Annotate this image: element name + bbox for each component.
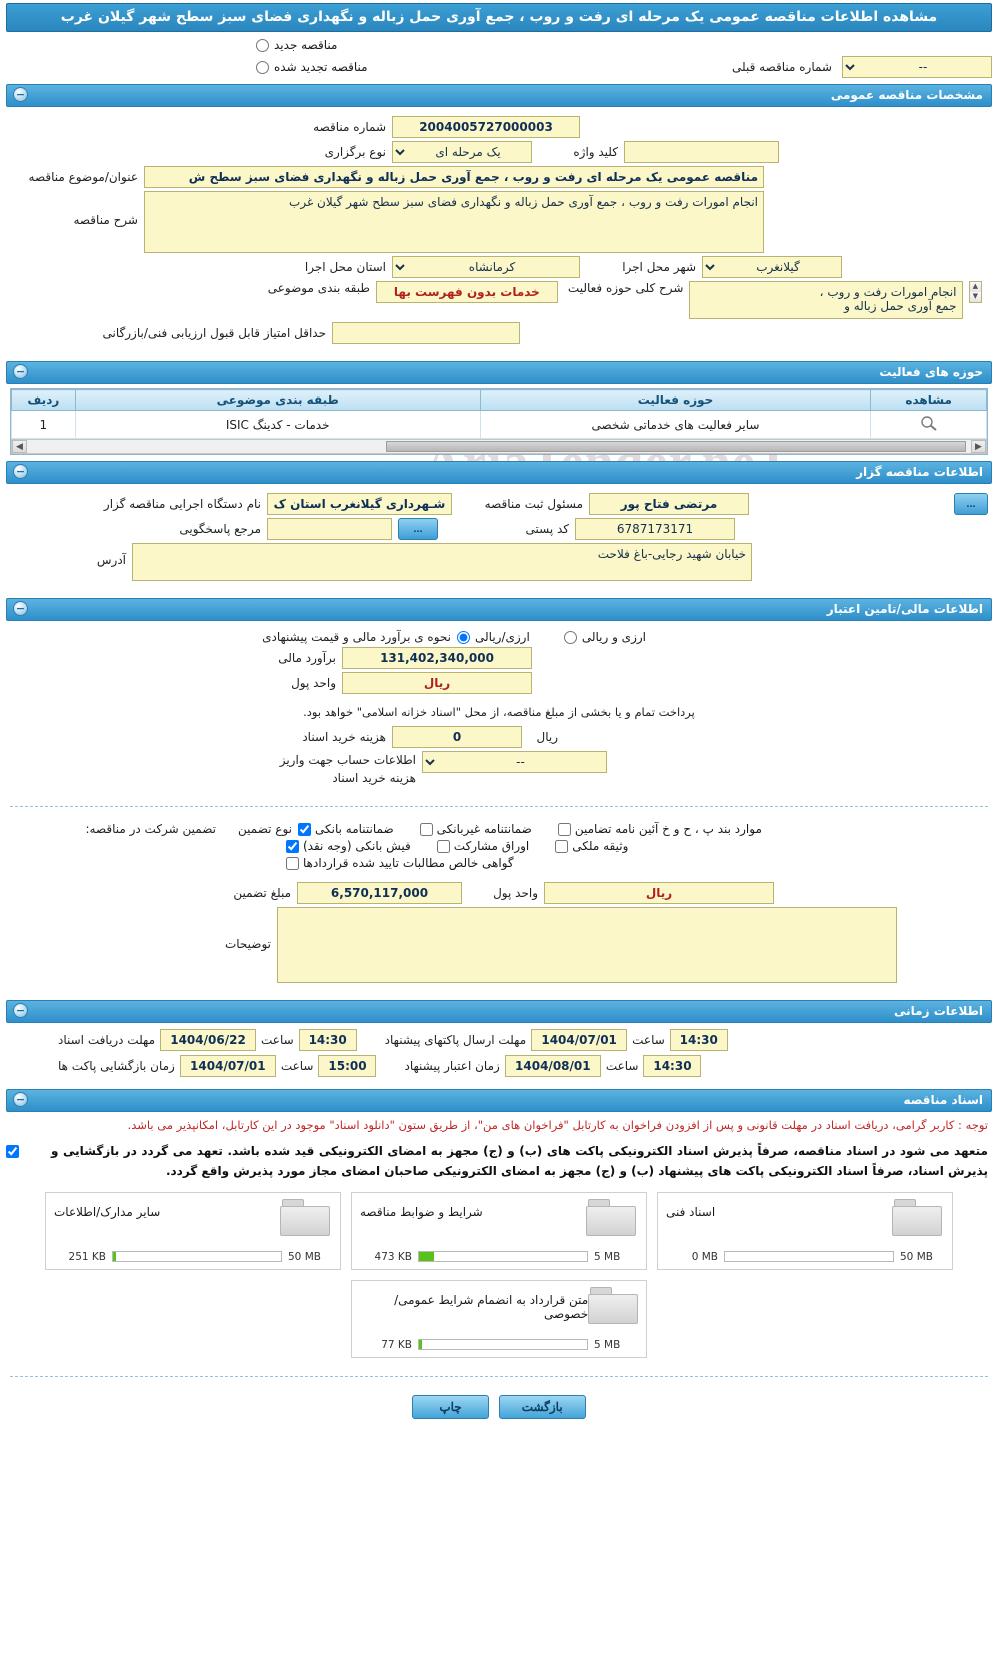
tender-number-label: شماره مناقصه: [313, 120, 386, 134]
bid-validity-time[interactable]: [643, 1055, 701, 1077]
col-index: ردیف: [12, 390, 76, 411]
tender-number-input[interactable]: [392, 116, 580, 138]
file-title: شرایط و ضوابط مناقصه: [360, 1204, 483, 1219]
doc-cost-input[interactable]: [392, 726, 522, 748]
radio-rial[interactable]: [457, 630, 530, 644]
min-score-row: [10, 322, 988, 344]
submission-deadline-time-label: ساعت: [632, 1033, 665, 1048]
account-label: اطلاعات حساب جهت واریز هزینه خرید اسناد: [279, 753, 416, 786]
doc-receive-date[interactable]: [160, 1029, 256, 1051]
activity-table: [11, 389, 987, 439]
spin-up-icon[interactable]: ▲: [970, 282, 981, 292]
file-title: سایر مدارک/اطلاعات: [54, 1204, 161, 1219]
section-general-header[interactable]: [6, 84, 992, 107]
keyword-input[interactable]: [624, 141, 779, 163]
currency-input[interactable]: [342, 672, 532, 694]
guarantee-type-label: نوع تضمین: [238, 822, 292, 837]
collapse-icon-bidder[interactable]: −: [13, 464, 28, 479]
footer-buttons: [0, 1385, 998, 1433]
description-textarea[interactable]: [144, 191, 764, 253]
radio-rial-input[interactable]: [457, 631, 470, 644]
print-button[interactable]: چاپ: [412, 1395, 488, 1419]
chk-net-claims-input[interactable]: [286, 857, 299, 870]
classification-row: [10, 281, 988, 319]
doc-receive-time-label: ساعت: [261, 1033, 294, 1048]
bid-validity-label: زمان اعتبار پیشنهاد: [404, 1059, 500, 1074]
section-timing-title: اطلاعات زمانی: [894, 1004, 983, 1019]
progress-bar: [418, 1251, 588, 1262]
chk-participation-bonds[interactable]: [437, 839, 529, 853]
guarantee-block: [0, 815, 998, 875]
table-header-row: [12, 390, 987, 411]
guarantee-amount-row: [10, 882, 988, 904]
section-bidder-title: اطلاعات مناقصه گزار: [856, 465, 983, 479]
payment-note: پرداخت تمام و یا بخشی از مبلغ مناقصه، از محل "اسناد خزانه اسلامی" خواهد بود.: [303, 705, 695, 719]
province-label: استان محل اجرا: [304, 260, 386, 274]
org-input[interactable]: [267, 493, 452, 515]
radio-rial-label: ارزی/ریالی: [475, 630, 530, 644]
submission-deadline-time[interactable]: [670, 1029, 728, 1051]
chk-participation-bonds-input[interactable]: [437, 840, 450, 853]
renewed-tender-row: [6, 56, 992, 78]
file-max-size: 50 MB: [288, 1250, 321, 1263]
chk-participation-bonds-label: اوراق مشارکت: [453, 839, 530, 854]
tender-number-row: [10, 116, 988, 138]
reference-input[interactable]: [267, 518, 392, 540]
address-row: [10, 543, 988, 581]
timing-body: [0, 1023, 998, 1083]
guarantee-amount-input[interactable]: [297, 882, 462, 904]
section-documents-title: اسناد مناقصه: [903, 1093, 983, 1108]
activity-table-wrap: [10, 388, 988, 455]
file-size-bar: [360, 1251, 638, 1263]
progress-bar: [112, 1251, 282, 1262]
estimate-input[interactable]: [342, 647, 532, 669]
estimate-row: [10, 647, 988, 669]
collapse-icon-activity[interactable]: −: [13, 364, 28, 379]
chk-non-bank-guarantee-input[interactable]: [420, 823, 433, 836]
file-max-size: 50 MB: [900, 1250, 933, 1263]
city-label: شهر محل اجرا: [622, 260, 696, 274]
postal-code-label: کد پستی: [525, 522, 569, 536]
chk-non-bank-guarantee[interactable]: [420, 822, 532, 836]
file-size: 251 KB: [68, 1250, 106, 1263]
documents-commitment-row: [0, 1139, 998, 1186]
cell-classification: خدمات - کدینگ ISIC: [75, 411, 480, 439]
radio-arzi-rial[interactable]: [564, 630, 646, 644]
guarantee-line-3: [10, 856, 988, 870]
reference-more-button[interactable]: ...: [398, 518, 438, 540]
col-scope: حوزه فعالیت: [480, 390, 871, 411]
doc-cost-currency: ریال: [536, 730, 558, 745]
province-select[interactable]: [392, 256, 580, 278]
file-size-bar: [54, 1251, 332, 1263]
progress-bar: [724, 1251, 894, 1262]
opening-label: زمان بازگشایی پاکت ها: [58, 1059, 175, 1074]
chk-bank-receipt-input[interactable]: [286, 840, 299, 853]
officer-label: مسئول ثبت مناقصه: [484, 497, 583, 511]
radio-new-tender-input[interactable]: [256, 39, 269, 52]
new-tender-row: [6, 38, 992, 52]
file-card-technical[interactable]: [657, 1192, 953, 1270]
guarantee-line-1: [10, 822, 988, 836]
min-score-label: حداقل امتیاز قابل قبول ارزیابی فنی/بازرگانی: [102, 326, 326, 340]
folder-icon: [588, 1287, 638, 1325]
submission-deadline-cell: [385, 1029, 728, 1051]
col-view: مشاهده: [871, 390, 987, 411]
reference-row: [10, 518, 988, 540]
radio-new-tender-label: مناقصه جدید: [274, 38, 338, 52]
spin-down-icon[interactable]: ▼: [970, 292, 981, 302]
doc-receive-time[interactable]: [299, 1029, 357, 1051]
documents-note-bold: متعهد می شود در اسناد مناقصه، صرفاً پذیرش اسناد الکترونیکی پاکت های (ب) و (ج) مجهز به امضای الکترونیکی قید شده باشد. تعهد می گردد در بازگشایی و پذیرش اسناد، صرفاً اسناد الکترونیکی پاکت های پیشنهاد (ب) و (ج) مجهز به امضای الکترونیکی صاحبان امضای مجاز مورد پذیرش واقع گردد.: [51, 1143, 988, 1179]
reference-label: مرجع پاسخگویی: [179, 522, 261, 536]
guarantee-notes-textarea[interactable]: [277, 907, 897, 983]
activity-table-hscrollbar[interactable]: [11, 439, 987, 454]
guarantee-notes-label: توضیحات: [224, 937, 271, 952]
radio-new-tender[interactable]: [256, 38, 337, 52]
file-card-other[interactable]: [45, 1192, 341, 1270]
estimate-type-row: [10, 630, 988, 644]
guarantee-currency-label: واحد پول: [493, 886, 538, 901]
submission-deadline-label: مهلت ارسال پاکتهای پیشنهاد: [384, 1033, 527, 1048]
description-row: [10, 191, 988, 253]
section-finance-header[interactable]: [6, 598, 992, 621]
file-title: متن قرارداد به انضمام شرایط عمومی/خصوصی: [394, 1292, 589, 1321]
activity-scope-textarea[interactable]: [689, 281, 962, 319]
guarantee-notes-row: [10, 907, 988, 983]
doc-receive-deadline-cell: [58, 1029, 357, 1051]
file-card-contract[interactable]: [351, 1280, 647, 1358]
doc-cost-label: هزینه خرید اسناد: [302, 730, 386, 745]
doc-cost-row: [10, 726, 988, 748]
section-bidder-body: [6, 484, 992, 592]
scroll-thumb[interactable]: [386, 441, 966, 452]
radio-renewed-tender[interactable]: [256, 60, 368, 74]
chk-moarede-band-label: موارد بند پ ، ح و خ آئین نامه تضامین: [574, 822, 762, 837]
account-select[interactable]: [422, 751, 607, 773]
bid-validity-time-label: ساعت: [605, 1059, 639, 1074]
chk-bank-receipt-label: فیش بانکی (وجه نقد): [303, 839, 411, 854]
guarantee-amount-block: [6, 875, 992, 994]
section-activity-title: حوزه های فعالیت: [879, 365, 983, 379]
col-classification: طبقه بندی موضوعی: [75, 390, 480, 411]
folder-icon: [892, 1199, 944, 1237]
scroll-right-icon[interactable]: ▶: [971, 440, 986, 453]
documents-body: [0, 1112, 998, 1367]
page-title: مشاهده اطلاعات مناقصه عمومی یک مرحله ای رفت و روب ، جمع آوری حمل زباله و نگهداری فضای سبز سطح شهر گیلان غرب: [6, 3, 992, 32]
radio-arzi-rial-input[interactable]: [564, 631, 577, 644]
back-button[interactable]: بازگشت: [499, 1395, 586, 1419]
folder-icon: [280, 1199, 332, 1237]
magnifier-icon[interactable]: [920, 415, 938, 431]
holding-type-select[interactable]: [392, 141, 532, 163]
radio-renewed-tender-input[interactable]: [256, 61, 269, 74]
min-score-input[interactable]: [332, 322, 520, 344]
chk-bank-guarantee[interactable]: [298, 822, 394, 836]
chk-bank-guarantee-input[interactable]: [298, 823, 311, 836]
section-bidder-header[interactable]: [6, 461, 992, 484]
file-size: 473 KB: [374, 1250, 412, 1263]
collapse-icon-timing[interactable]: −: [13, 1003, 28, 1018]
section-finance-body: [6, 621, 992, 798]
location-row: [10, 256, 988, 278]
chk-moarede-band-input[interactable]: [558, 823, 571, 836]
estimate-label: برآورد مالی: [278, 651, 336, 665]
documents-note-red: توجه : کاربر گرامی، دریافت اسناد در مهلت قانونی و پس از افزودن فراخوان به کارتابل "فراخوان های من"، از طریق ستون "دانلود اسناد" موجود در این کارتابل، امکانپذیر می باشد.: [127, 1118, 988, 1133]
collapse-icon-finance[interactable]: −: [13, 601, 28, 616]
file-size-bar: [360, 1339, 638, 1351]
section-activity-header[interactable]: [6, 361, 992, 384]
subject-row: [10, 166, 988, 188]
documents-commitment-checkbox[interactable]: [6, 1145, 19, 1158]
org-more-button[interactable]: ...: [954, 493, 988, 515]
address-textarea[interactable]: [132, 543, 752, 581]
opening-time-cell: [58, 1055, 376, 1077]
activity-scope-spinner[interactable]: [969, 281, 982, 303]
doc-receive-label: مهلت دریافت اسناد: [58, 1033, 156, 1048]
divider-2: [10, 1376, 988, 1377]
documents-file-grid: [0, 1186, 998, 1368]
prev-tender-number-label: شماره مناقصه قبلی: [732, 60, 832, 74]
section-timing-header[interactable]: [6, 1000, 992, 1023]
chk-non-bank-guarantee-label: ضمانتنامه غیربانکی: [436, 822, 532, 837]
cell-view[interactable]: [871, 411, 987, 439]
opening-time[interactable]: [318, 1055, 376, 1077]
activity-scope-label: شرح کلی حوزه فعالیت: [567, 281, 684, 295]
bid-validity-date[interactable]: [505, 1055, 601, 1077]
city-select[interactable]: [702, 256, 842, 278]
folder-icon: [586, 1199, 638, 1237]
section-general-body: [6, 107, 992, 355]
chk-property-deed-label: وثیقه ملکی: [572, 839, 629, 854]
subject-input[interactable]: [144, 166, 764, 188]
section-general-title: مشخصات مناقصه عمومی: [830, 88, 983, 102]
cell-scope: سایر فعالیت های خدماتی شخصی: [480, 411, 871, 439]
file-size-bar: [666, 1251, 944, 1263]
holding-type-row: [10, 141, 988, 163]
officer-input[interactable]: [589, 493, 749, 515]
chk-moarede-band[interactable]: [558, 822, 762, 836]
section-documents-header[interactable]: [6, 1089, 992, 1112]
chk-net-claims-label: گواهی خالص مطالبات تایید شده قراردادها: [303, 856, 514, 871]
opening-time-label: ساعت: [280, 1059, 314, 1074]
description-label: شرح مناقصه: [73, 213, 138, 227]
guarantee-participation-label: تضمین شرکت در مناقصه:: [85, 822, 216, 837]
guarantee-amount-label: مبلغ تضمین: [233, 886, 291, 901]
chk-bank-receipt[interactable]: [286, 839, 411, 853]
section-finance-title: اطلاعات مالی/تامین اعتبار: [826, 602, 983, 616]
progress-bar: [418, 1339, 588, 1350]
chk-property-deed-input[interactable]: [555, 840, 568, 853]
scroll-left-icon[interactable]: ◀: [12, 440, 27, 453]
file-max-size: 5 MB: [594, 1338, 621, 1351]
currency-label: واحد پول: [291, 676, 336, 690]
org-label: نام دستگاه اجرایی مناقصه گزار: [103, 497, 261, 511]
timing-row-1: [10, 1029, 988, 1051]
prev-tender-number-select[interactable]: [842, 56, 992, 78]
file-size: 0 MB: [691, 1250, 718, 1263]
postal-code-input[interactable]: [575, 518, 735, 540]
cell-index: 1: [12, 411, 76, 439]
top-area: [6, 38, 992, 78]
collapse-icon-documents[interactable]: −: [13, 1092, 28, 1107]
classification-label: طبقه بندی موضوعی: [267, 281, 370, 295]
divider-1: [10, 806, 988, 807]
table-row[interactable]: [12, 411, 987, 439]
classification-input[interactable]: [376, 281, 558, 303]
keyword-label: کلید واژه: [573, 145, 618, 159]
org-row: [10, 493, 988, 515]
account-row: [10, 751, 988, 787]
file-title: اسناد فنی: [666, 1204, 716, 1219]
bid-validity-cell: [404, 1055, 701, 1077]
chk-bank-guarantee-label: ضمانتنامه بانکی: [315, 822, 394, 837]
radio-renewed-tender-label: مناقصه تجدید شده: [274, 60, 368, 74]
guarantee-line-2: [10, 839, 988, 853]
tender-view-page: [0, 3, 998, 1433]
holding-type-label: نوع برگزاری: [324, 145, 386, 159]
chk-net-claims[interactable]: [286, 856, 514, 870]
chk-property-deed[interactable]: [555, 839, 628, 853]
currency-row: [10, 672, 988, 694]
file-card-terms[interactable]: [351, 1192, 647, 1270]
file-size: 77 KB: [381, 1338, 412, 1351]
timing-row-2: [10, 1055, 988, 1077]
file-max-size: 5 MB: [594, 1250, 621, 1263]
address-label: آدرس: [96, 553, 126, 567]
collapse-icon[interactable]: −: [13, 87, 28, 102]
estimate-type-label: نحوه ی برآورد مالی و قیمت پیشنهادی: [262, 630, 451, 644]
subject-label: عنوان/موضوع مناقصه: [28, 170, 138, 184]
radio-arzi-rial-label: ارزی و ریالی: [581, 630, 647, 644]
guarantee-currency-input[interactable]: [544, 882, 774, 904]
submission-deadline-date[interactable]: [531, 1029, 627, 1051]
opening-date[interactable]: [180, 1055, 276, 1077]
